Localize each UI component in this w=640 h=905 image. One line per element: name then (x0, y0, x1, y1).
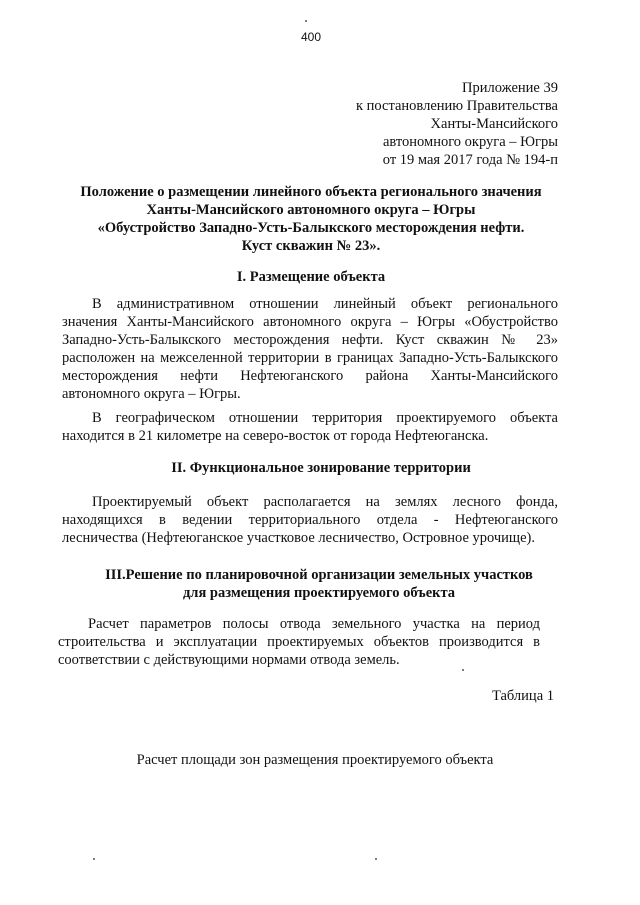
appendix-line: от 19 мая 2017 года № 194-п (382, 152, 558, 168)
appendix-line: Ханты-Мансийского (430, 116, 558, 132)
section1-paragraph-2: В географическом отношении территория проектируемого объекта находится в 21 километре на северо-восток от города Нефтеюганска. (62, 410, 558, 444)
scan-speck (462, 669, 464, 671)
section1-paragraph-1: В административном отношении линейный объект регионального значения Ханты-Мансийского автономного округа – Югры «Обустройство Западно-Усть-Балыкского месторождения нефти. Куст скважин № 23» расположен на межселенной территории в границах Западно-Усть-Балыкского месторождения нефти Нефтеюганского района Ханты-Мансийского автономного округа – Югры. (62, 296, 558, 402)
document-title (60, 183, 562, 255)
appendix-block (356, 79, 558, 169)
section3-paragraph-1: Расчет параметров полосы отвода земельного участка на период строительства и эксплуатации проектируемых объектов производится в соответствии с действующими нормами отвода земель. (58, 616, 540, 668)
section-heading-3 (60, 566, 578, 602)
section-heading-2: II. Функциональное зонирование территории (171, 460, 471, 476)
section-heading-1: I. Размещение объекта (236, 269, 386, 285)
appendix-line: к постановлению Правительства (356, 98, 558, 114)
title-line: «Обустройство Западно-Усть-Балыкского месторождения нефти. (97, 220, 525, 236)
appendix-line: Приложение 39 (462, 80, 558, 96)
page-number: 400 (300, 30, 322, 44)
appendix-line: автономного округа – Югры (382, 134, 558, 150)
section2-paragraph-1: Проектируемый объект располагается на землях лесного фонда, находящихся в ведении территориального отдела - Нефтеюганского лесничества (Нефтеюганское участковое лесничество, Островное урочище). (62, 494, 558, 546)
scan-speck (375, 858, 377, 860)
title-line: Положение о размещении линейного объекта регионального значения (80, 184, 542, 200)
scan-speck (305, 20, 307, 22)
heading-line: III.Решение по планировочной организации земельных участков (105, 567, 533, 583)
title-line: Куст скважин № 23». (241, 238, 381, 254)
title-line: Ханты-Мансийского автономного округа – Югры (146, 202, 476, 218)
table-caption: Расчет площади зон размещения проектируемого объекта (136, 752, 494, 768)
heading-line: для размещения проектируемого объекта (182, 585, 456, 601)
table-label: Таблица 1 (491, 688, 554, 704)
scan-speck (93, 858, 95, 860)
